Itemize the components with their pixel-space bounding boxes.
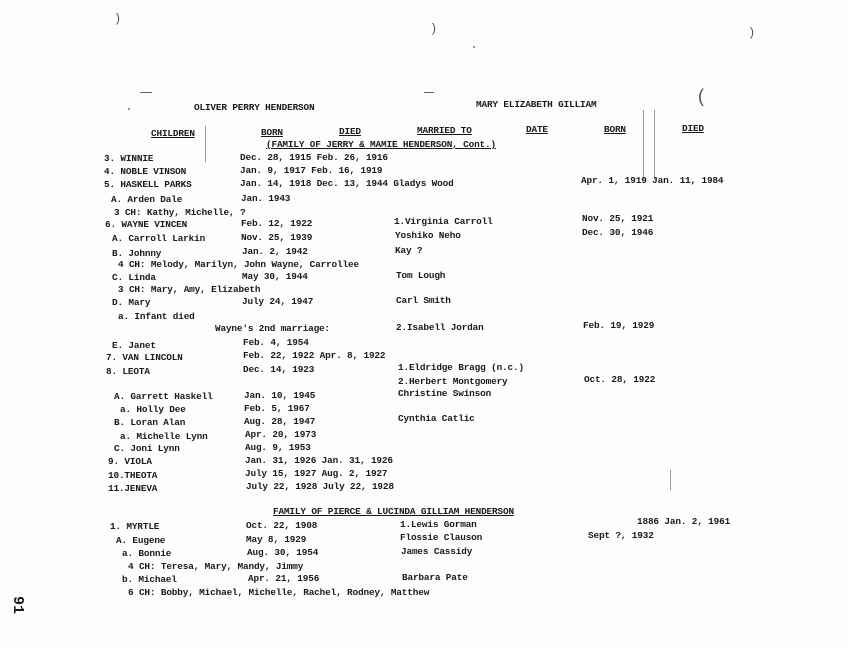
list-item-spouse: 1.Virginia Carroll	[394, 216, 493, 227]
list-item: B. Johnny	[112, 248, 162, 259]
col-died: DIED	[339, 126, 361, 137]
list-item-spouse: Tom Lough	[396, 270, 446, 281]
list-item-spouse-dates: Feb. 19, 1929	[583, 320, 655, 331]
list-item: 11.JENEVA	[108, 483, 158, 494]
list-item-dates: Feb. 12, 1922	[241, 218, 313, 229]
husband-name: OLIVER PERRY HENDERSON	[194, 102, 315, 113]
list-item-note: 3 CH: Mary, Amy, Elizabeth	[118, 284, 261, 295]
list-item: B. Loran Alan	[114, 417, 186, 428]
list-item-dates: Feb. 5, 1967	[244, 403, 310, 414]
list-item-dates: Apr. 21, 1956	[248, 573, 320, 584]
col-children: CHILDREN	[151, 128, 195, 139]
scan-mark: )	[114, 12, 122, 26]
list-item-dates: Jan. 2, 1942	[242, 246, 308, 257]
list-item-dates: Dec. 28, 1915 Feb. 26, 1916	[240, 152, 388, 163]
list-item: 6. WAYNE VINCEN	[105, 219, 188, 230]
list-item-spouse: Yoshiko Neho	[395, 230, 461, 241]
list-item: A. Garrett Haskell	[114, 391, 213, 402]
col-married-to: MARRIED TO	[417, 125, 472, 136]
list-item-spouse-dates: 1886 Jan. 2, 1961	[637, 516, 731, 527]
list-item-note: a. Holly Dee	[120, 404, 186, 415]
list-item-dates: Jan. 14, 1918 Dec. 13, 1944 Gladys Wood	[240, 178, 454, 189]
list-item-dates: May 30, 1944	[242, 271, 308, 282]
scan-dash	[424, 92, 434, 93]
scan-line	[670, 470, 671, 490]
list-item-dates: Aug. 28, 1947	[244, 416, 316, 427]
col-born-spouse: BORN	[604, 124, 626, 135]
list-item-spouse-dates: Sept ?, 1932	[588, 530, 654, 541]
list-item: D. Mary	[112, 297, 151, 308]
section-title-1: (FAMILY OF JERRY & MAMIE HENDERSON, Cont.)	[266, 139, 496, 150]
page-number: 91	[9, 596, 26, 615]
scan-line	[205, 126, 206, 162]
scan-line	[654, 110, 655, 180]
list-item-note: 4 CH: Melody, Marilyn, John Wayne, Carrollee	[118, 259, 359, 270]
list-item-dates: July 15, 1927 Aug. 2, 1927	[245, 468, 388, 479]
list-item-dates: Feb. 22, 1922 Apr. 8, 1922	[243, 350, 386, 361]
list-item: A. Carroll Larkin	[112, 233, 206, 244]
list-item: C. Joni Lynn	[114, 443, 180, 454]
scan-dot	[473, 46, 475, 48]
scan-line	[643, 110, 644, 180]
list-item: A. Eugene	[116, 535, 166, 546]
list-item-dates: Nov. 25, 1939	[241, 232, 313, 243]
list-item: 3. WINNIE	[104, 153, 154, 164]
list-item-note: 6 CH: Bobby, Michael, Michelle, Rachel, Rodney, Matthew	[128, 587, 430, 598]
list-item-note: b. Michael	[122, 574, 177, 585]
list-item-note: 3 CH: Kathy, Michelle, ?	[114, 207, 246, 218]
list-item-spouse: Cynthia Catlic	[398, 413, 475, 424]
list-item-note: Wayne's 2nd marriage:	[215, 323, 330, 334]
list-item: E. Janet	[112, 340, 156, 351]
list-item-spouse-dates: Apr. 1, 1919 Jan. 11, 1984	[581, 175, 724, 186]
list-item-dates: July 22, 1928 July 22, 1928	[246, 481, 394, 492]
list-item-dates: Jan. 31, 1926 Jan. 31, 1926	[245, 455, 393, 466]
list-item: 8. LEOTA	[106, 366, 150, 377]
list-item: C. Linda	[112, 272, 156, 283]
wife-name: MARY ELIZABETH GILLIAM	[476, 99, 597, 110]
list-item-dates: Aug. 9, 1953	[245, 442, 311, 453]
list-item-spouse: Kay ?	[395, 245, 423, 256]
list-item-dates: July 24, 1947	[242, 296, 314, 307]
col-date: DATE	[526, 124, 548, 135]
list-item-dates: Dec. 14, 1923	[243, 364, 315, 375]
list-item-spouse: 1.Eldridge Bragg (n.c.)	[398, 362, 524, 373]
list-item: 9. VIOLA	[108, 456, 152, 467]
list-item-note: 4 CH: Teresa, Mary, Mandy, Jimmy	[128, 561, 304, 572]
list-item-spouse: 1.Lewis Gorman	[400, 519, 477, 530]
list-item-note: a. Michelle Lynn	[120, 431, 208, 442]
list-item-spouse: Flossie Clauson	[400, 532, 483, 543]
list-item-spouse-dates: Oct. 28, 1922	[584, 374, 656, 385]
scan-dash	[140, 92, 152, 93]
list-item-spouse: 2.Isabell Jordan	[396, 322, 484, 333]
list-item-spouse: Carl Smith	[396, 295, 451, 306]
list-item-spouse: Christine Swinson	[398, 388, 492, 399]
list-item-spouse: 2.Herbert Montgomery	[398, 376, 508, 387]
list-item-dates: Feb. 4, 1954	[243, 337, 309, 348]
list-item-spouse-dates: Nov. 25, 1921	[582, 213, 654, 224]
list-item-dates: Aug. 30, 1954	[247, 547, 319, 558]
list-item: 10.THEOTA	[108, 470, 158, 481]
list-item-spouse: James Cassidy	[401, 546, 473, 557]
list-item-dates: Oct. 22, 1908	[246, 520, 318, 531]
scan-dot	[128, 108, 130, 110]
list-item: A. Arden Dale	[111, 194, 183, 205]
list-item-spouse-dates: Dec. 30, 1946	[582, 227, 654, 238]
list-item: 5. HASKELL PARKS	[104, 179, 192, 190]
list-item-dates: Jan. 10, 1945	[244, 390, 316, 401]
scan-mark: (	[696, 88, 707, 108]
list-item-dates: Apr. 20, 1973	[245, 429, 317, 440]
scan-mark: )	[748, 26, 756, 40]
col-born: BORN	[261, 127, 283, 138]
list-item-dates: Jan. 1943	[241, 193, 291, 204]
col-died-spouse: DIED	[682, 123, 704, 134]
list-item: 1. MYRTLE	[110, 521, 160, 532]
list-item: 4. NOBLE VINSON	[104, 166, 187, 177]
list-item-note: a. Infant died	[118, 311, 195, 322]
list-item-spouse: Barbara Pate	[402, 572, 468, 583]
section-title-2: FAMILY OF PIERCE & LUCINDA GILLIAM HENDERSON	[273, 506, 514, 517]
list-item: 7. VAN LINCOLN	[106, 352, 183, 363]
list-item-dates: May 8, 1929	[246, 534, 307, 545]
scan-mark: )	[430, 22, 438, 36]
list-item-dates: Jan. 9, 1917 Feb. 16, 1919	[240, 165, 383, 176]
list-item-note: a. Bonnie	[122, 548, 172, 559]
